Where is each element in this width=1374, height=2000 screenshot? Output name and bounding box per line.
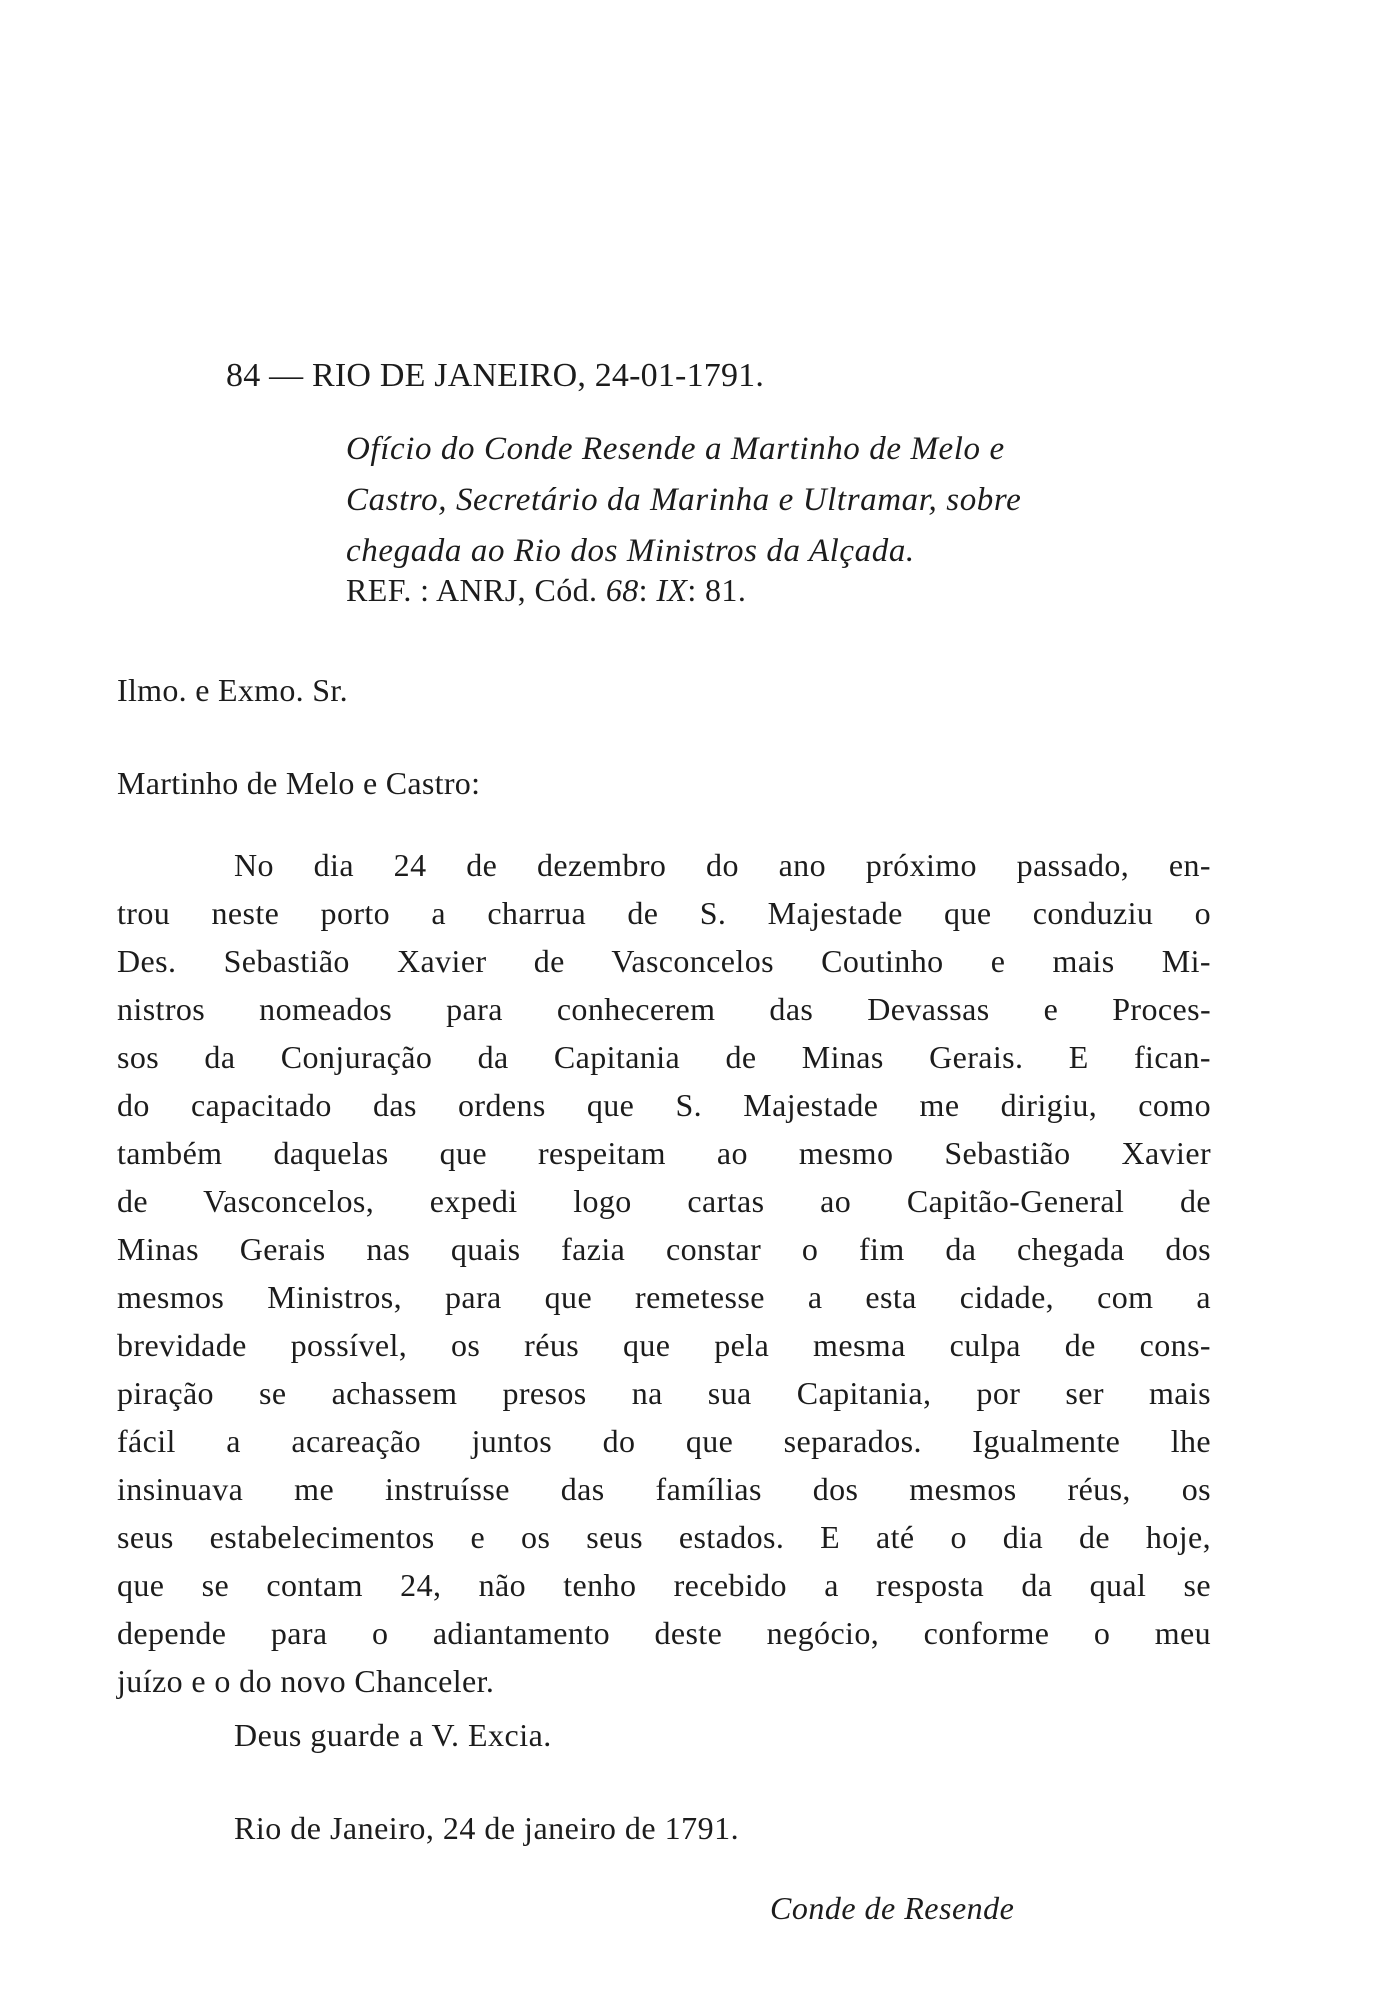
document-heading: 84 — RIO DE JANEIRO, 24-01-1791. [226,357,765,394]
body-line: do capacitado das ordens que S. Majestade me dirigiu, como [117,1087,1211,1123]
body-line: Minas Gerais nas quais fazia constar o fim da chegada dos [117,1231,1211,1267]
archive-reference [346,572,746,609]
body-line: No dia 24 de dezembro do ano próximo passado, en- [234,847,1211,883]
reference-page: : 81. [687,572,747,608]
reference-prefix: REF. : ANRJ, Cód. [346,572,606,608]
body-line: Des. Sebastião Xavier de Vasconcelos Coutinho e mais Mi- [117,943,1211,979]
reference-separator: : [638,572,657,608]
document-summary [346,424,1021,577]
body-line: depende para o adiantamento deste negócio, conforme o meu [117,1615,1211,1651]
body-line: trou neste porto a charrua de S. Majestade que conduziu o [117,895,1211,931]
body-line: seus estabelecimentos e os seus estados. E até o dia de hoje, [117,1519,1211,1555]
body-line: sos da Conjuração da Capitania de Minas Gerais. E fican- [117,1039,1211,1075]
addressee: Martinho de Melo e Castro: [117,765,481,801]
body-line: fácil a acareação juntos do que separados. Igualmente lhe [117,1423,1211,1459]
signature: Conde de Resende [770,1890,1015,1926]
summary-line: Castro, Secretário da Marinha e Ultramar, sobre [346,482,1022,518]
place-and-date: Rio de Janeiro, 24 de janeiro de 1791. [234,1810,740,1846]
letter-body [117,841,1211,1705]
body-line: piração se achassem presos na sua Capitania, por ser mais [117,1375,1211,1411]
reference-codex: 68 [605,572,639,608]
body-line: também daquelas que respeitam ao mesmo Sebastião Xavier [117,1135,1211,1171]
summary-line: chegada ao Rio dos Ministros da Alçada. [346,533,915,569]
body-line: insinuava me instruísse das famílias dos mesmos réus, os [117,1471,1211,1507]
reference-volume: IX [656,572,688,608]
body-line: brevidade possível, os réus que pela mesma culpa de cons- [117,1327,1211,1363]
body-line: de Vasconcelos, expedi logo cartas ao Capitão-General de [117,1183,1211,1219]
body-line: mesmos Ministros, para que remetesse a esta cidade, com a [117,1279,1211,1315]
salutation: Ilmo. e Exmo. Sr. [117,672,348,708]
body-line: juízo e o do novo Chanceler. [117,1663,495,1699]
body-line: nistros nomeados para conhecerem das Devassas e Proces- [117,991,1211,1027]
summary-line: Ofício do Conde Resende a Martinho de Melo e [346,431,1005,467]
body-line: que se contam 24, não tenho recebido a resposta da qual se [117,1567,1211,1603]
closing-formula: Deus guarde a V. Excia. [234,1717,552,1753]
